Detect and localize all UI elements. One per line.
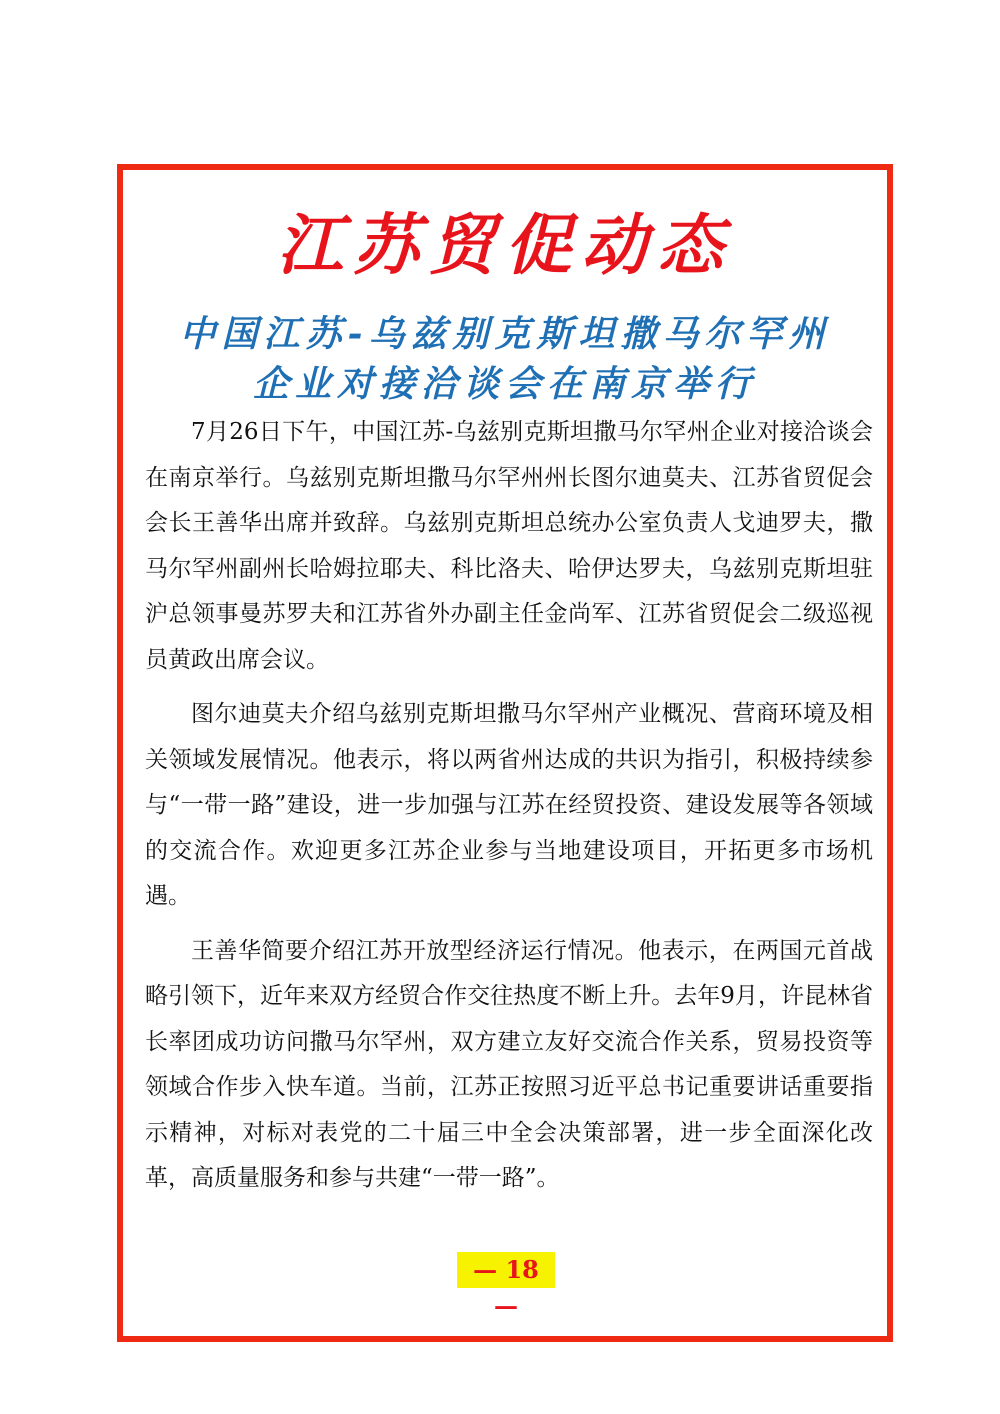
headline-line-1: 中国江苏-乌兹别克斯坦撒马尔罕州 — [179, 313, 831, 355]
article-body — [145, 410, 873, 1211]
paragraph: 图尔迪莫夫介绍乌兹别克斯坦撒马尔罕州产业概况、营商环境及相关领域发展情况。他表示，将以两省州达成的共识为指引，积极持续参与“一带一路”建设，进一步加强与江苏在经贸投资、建设发展等各领域的交流合作。欢迎更多江苏企业参与当地建设项目，开拓更多市场机遇。 — [145, 701, 873, 909]
page-border-frame — [117, 164, 893, 1342]
paragraph: 王善华简要介绍江苏开放型经济运行情况。他表示，在两国元首战略引领下，近年来双方经贸合作交往热度不断上升。去年9月，许昆林省长率团成功访问撒马尔罕州，双方建立友好交流合作关系，贸易投资等领域合作步入快车道。当前，江苏正按照习近平总书记重要讲话重要指示精神，对标对表党的二十届三中全会决策部署，进一步全面深化改革，高质量服务和参与共建“一带一路”。 — [145, 937, 873, 1191]
masthead-title: 江苏贸促动态 — [277, 206, 733, 284]
headline-line-2: 企业对接洽谈会在南京举行 — [252, 363, 757, 405]
paragraph: 7月26日下午，中国江苏-乌兹别克斯坦撒马尔罕州企业对接洽谈会在南京举行。乌兹别克斯坦撒马尔罕州州长图尔迪莫夫、江苏省贸促会会长王善华出席并致辞。乌兹别克斯坦总统办公室负责人戈迪罗夫，撒马尔罕州副州长哈姆拉耶夫、科比洛夫、哈伊达罗夫，乌兹别克斯坦驻沪总领事曼苏罗夫和江苏省外办副主任金尚军、江苏省贸促会二级巡视员黄政出席会议。 — [145, 419, 873, 673]
page-number: — 18 — — [457, 1252, 555, 1288]
